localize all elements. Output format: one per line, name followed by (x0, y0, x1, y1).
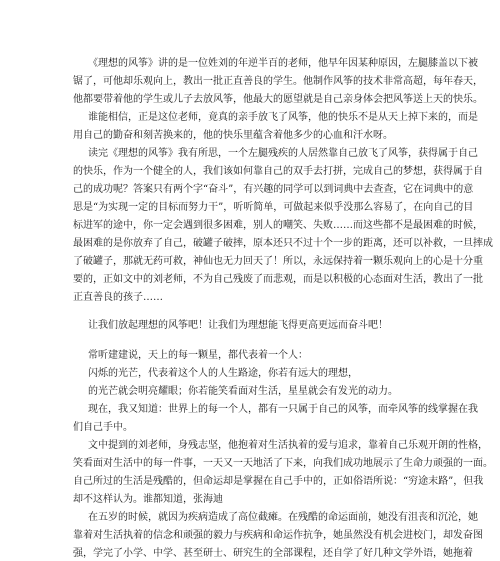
text-line: 最困难的是你放弃了自己，破罐子破摔，原本还只不过十个一步的距离，还可以补救，一旦摔成 (73, 238, 493, 249)
text-line: 文中提到的刘老师，身残志坚，他抱着对生活执着的爱与追求，靠着自己乐观开朗的性格， (88, 440, 488, 451)
text-line: 现在，我又知道：世界上的每一个人，都有一只属于自己的风筝，而牵风筝的线掌握在我 (88, 404, 478, 415)
text-line: 在五岁的时候，就因为疾病造成了高位截瘫。在残酷的命运面前，她没有沮丧和沉沦，她 (88, 512, 478, 523)
text-line: 己的成功呢？答案只有两个字“奋斗”，有兴趣的同学可以到词典中去查查，它在词典中的意 (73, 184, 474, 195)
text-line: 他都要带着他的学生或儿子去放风筝，他最大的愿望就是自己亲身体会把风筝送上天的快乐。 (73, 94, 483, 105)
text-line: 思是“为实现一定的目标而努力干”，听听简单，可做起来似乎没那么容易了，在向自己的目 (73, 202, 474, 213)
text-line: 读完《理想的风筝》我有所思，一个左腿残疾的人居然靠自己放飞了风筝，获得属于自己 (88, 148, 478, 159)
text-line: 靠着对生活执着的信念和顽强的毅力与疾病和命运作抗争，她虽然没有机会进校门，却发奋图 (73, 530, 483, 541)
text-line: 《理想的风筝》讲的是一位姓刘的年逆半百的老师，他早年因某种原因，左腿膝盖以下被 (88, 58, 478, 69)
text-line: 们自己手中。 (73, 422, 133, 433)
text-line: 常听建建说，天上的每一颗星，都代表着一个人： (88, 350, 308, 361)
text-line: 的光芒就会明亮耀眼；你若能笑看面对生活，星星就会有发光的动力。 (88, 386, 398, 397)
text-line: 强，学完了小学、中学、甚至研士、研究生的全部课程，还自学了好几种文学外语，她拖着 (73, 548, 473, 559)
text-line: 标进军的途中，你一定会遇到很多困难，别人的嘲笑、失败……而这些都不是最困难的时候， (73, 220, 483, 231)
text-line: 笑看面对生活中的每一件事，一天又一天地活了下来，向我们成功地展示了生命力顽强的一面。 (73, 458, 493, 469)
text-line: 的快乐，作为一个健全的人，我们该如何靠自己的双手去打拼，完成自己的梦想，获得属于自 (73, 166, 483, 177)
text-line: 谁能相信，正是这位老师，竟真的亲手放飞了风筝，他的快乐不是从天上掉下来的，而是 (88, 112, 478, 123)
text-line: 用自己的勤奋和刻苦换来的，他的快乐里蕴含着他多少的心血和汗水呀。 (73, 130, 393, 141)
text-line: 锯了，可他却乐观向上，教出一批正直善良的学生。他制作风筝的技术非常高超，每年春天， (73, 76, 483, 87)
text-line: 了破罐子，那就无药可救，神仙也无力回天了！所以，永远保持着一颗乐观向上的心是十分重 (73, 256, 483, 267)
text-line: 要的，正如文中的刘老师，不为自己残废了而悲观，而是以积极的心态面对生活，教出了一批 (73, 274, 483, 285)
text-line: 让我们放起理想的风筝吧！让我们为理想能飞得更高更远而奋斗吧！ (88, 320, 388, 331)
text-line: 自己所过的生活是残酷的，但命运却是掌握在自己手中的，正如俗语所说：“穷途末路”，但我 (73, 476, 484, 487)
text-line: 却不这样认为。谁都知道，张海迪 (73, 494, 223, 505)
text-line: 闪烁的光芒，代表着这个人的人生路途，你若有远大的理想， (88, 368, 358, 379)
text-line: 正直善良的孩子…… (73, 292, 163, 303)
